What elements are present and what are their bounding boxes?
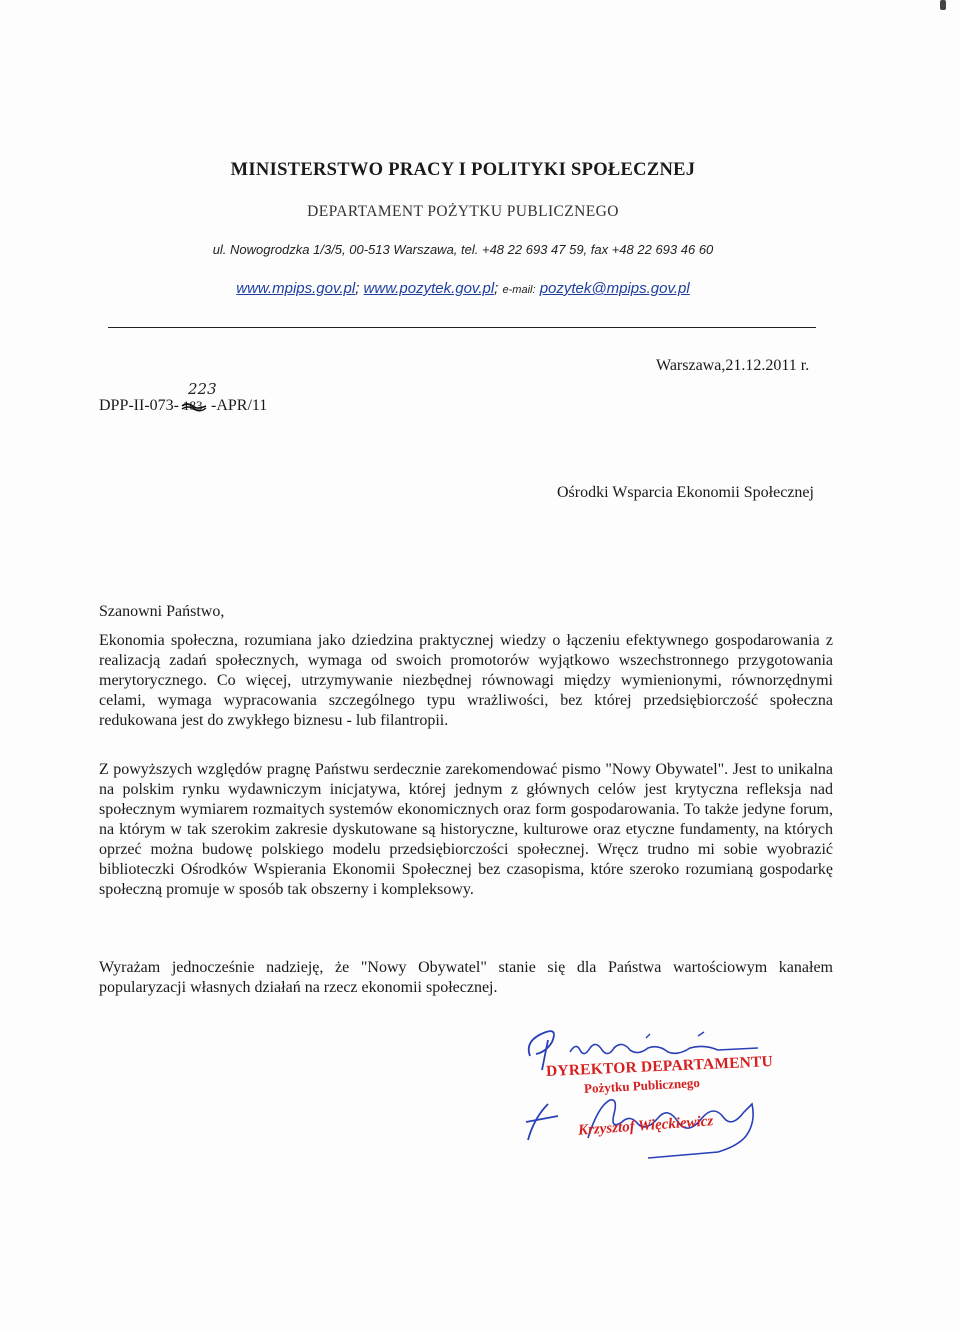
body-paragraph: Wyrażam jednocześnie nadzieję, że "Nowy Obywatel" stanie się dla Państwa wartościowym kanałem popularyzacji własnych działań na rzecz ekonomii społecznej.	[99, 959, 833, 996]
salutation: Szanowni Państwo,	[99, 603, 225, 620]
handwritten-reference-number: 223	[188, 380, 217, 398]
address-line: ul. Nowogrodzka 1/3/5, 00-513 Warszawa, tel. +48 22 693 47 59, fax +48 22 693 46 60	[212, 242, 714, 257]
strikethrough-scribble	[181, 400, 207, 414]
struck-number-text: 183	[183, 398, 203, 413]
reference-number	[99, 397, 267, 415]
link-separator: ;	[494, 280, 499, 297]
reference-suffix: -APR/11	[211, 397, 268, 414]
scan-speck	[940, 0, 946, 10]
header-divider	[108, 327, 816, 328]
struck-number	[183, 397, 207, 415]
link-separator: ;	[355, 280, 360, 297]
ministry-name: MINISTERSTWO PRACY I POLITYKI SPOŁECZNEJ	[230, 160, 696, 180]
department-name: DEPARTAMENT POŻYTKU PUBLICZNEGO	[307, 203, 619, 220]
website-link-mpips[interactable]: www.mpips.gov.pl	[236, 280, 356, 297]
contact-links	[0, 280, 926, 297]
email-link[interactable]: pozytek@mpips.gov.pl	[539, 280, 690, 297]
reference-prefix: DPP-II-073-	[99, 397, 179, 414]
stamp-unit: Pożytku Publicznego	[583, 1074, 701, 1097]
stamp-title: DYREKTOR DEPARTAMENTU	[545, 1053, 774, 1080]
body-paragraph: Z powyższych względów pragnę Państwu serdecznie zarekomendować pismo "Nowy Obywatel". Jest to unikalna na polskim rynku wydawniczym inicjatywa, której jednym z głównych celów jest krytyczna refleksja nad społecznym wymiarem rozmaitych systemów ekonomicznych oraz form gospodarowania. To także jedyne forum, na którym w tak szerokim zakresie dyskutowane są historyczne, kulturowe oraz etyczne fundamenty, na których oprzeć można budowę polskiego modelu przedsiębiorczości społecznej. Wręcz trudno mi sobie wyobrazić biblioteczki Ośrodków Wspierania Ekonomii Społecznej bez czasopisma, które szeroko rozumianą gospodarkę społeczną promuje w sposób tak obszerny i kompleksowy.	[99, 761, 833, 898]
body-paragraph: Ekonomia społeczna, rozumiana jako dziedzina praktycznej wiedzy o łączeniu efektywnego gospodarowania z realizacją zadań społecznych, wymaga od swoich promotorów wyjątkowo wszechstronnego przygotowania merytorycznego. Co więcej, utrzymywanie niezbędnej równowagi między wymienionymi, równorzędnymi celami, wymaga wypracowania szczególnego typu wrażliwości, bez której przedsiębiorczość społeczna redukowana jest do zwykłego biznesu - lub filantropii.	[99, 632, 833, 729]
recipient: Ośrodki Wsparcia Ekonomii Społecznej	[557, 484, 814, 501]
letter-date: Warszawa,21.12.2011 r.	[656, 357, 810, 374]
email-label: e-mail:	[502, 284, 536, 296]
signature-stamp	[518, 1018, 778, 1168]
stamp-name: Krzysztof Więckiewicz	[577, 1113, 714, 1139]
website-link-pozytek[interactable]: www.pozytek.gov.pl	[363, 280, 495, 297]
